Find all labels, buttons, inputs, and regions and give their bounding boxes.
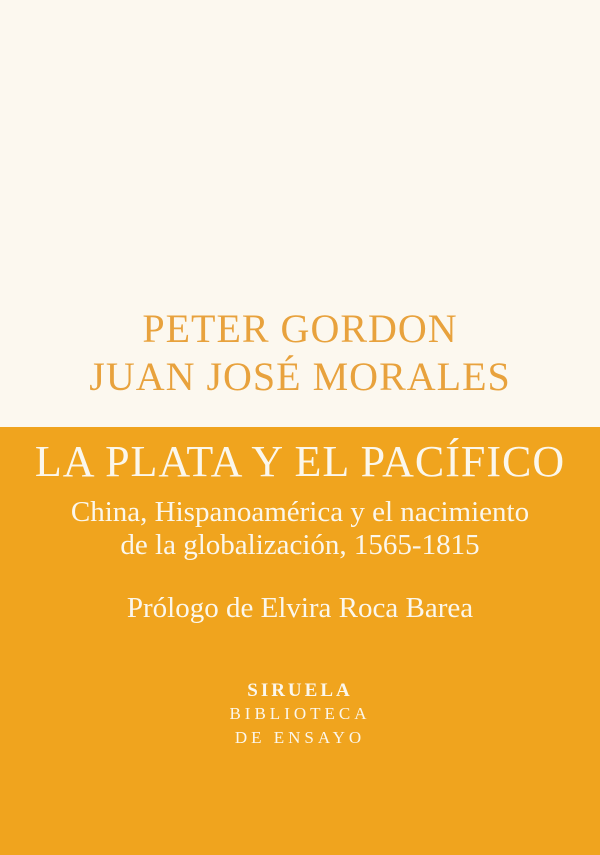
book-subtitle xyxy=(0,496,600,562)
cover-top-section xyxy=(0,0,600,427)
prologue-credit: Prólogo de Elvira Roca Barea xyxy=(126,592,474,624)
author-name-1: PETER GORDON xyxy=(142,306,458,351)
cover-bottom-band xyxy=(0,427,600,855)
subtitle-line-2: de la globalización, 1565-1815 xyxy=(120,529,480,561)
subtitle-line-1: China, Hispanoamérica y el nacimiento xyxy=(70,496,530,528)
collection-name-line-2: DE ENSAYO xyxy=(234,728,366,747)
publisher-name: SIRUELA xyxy=(247,680,353,701)
collection-name-line-1: BIBLIOTECA xyxy=(229,704,371,723)
author-name-2: JUAN JOSÉ MORALES xyxy=(89,354,511,399)
book-title: LA PLATA Y EL PACÍFICO xyxy=(34,437,566,486)
author-names xyxy=(0,305,600,401)
